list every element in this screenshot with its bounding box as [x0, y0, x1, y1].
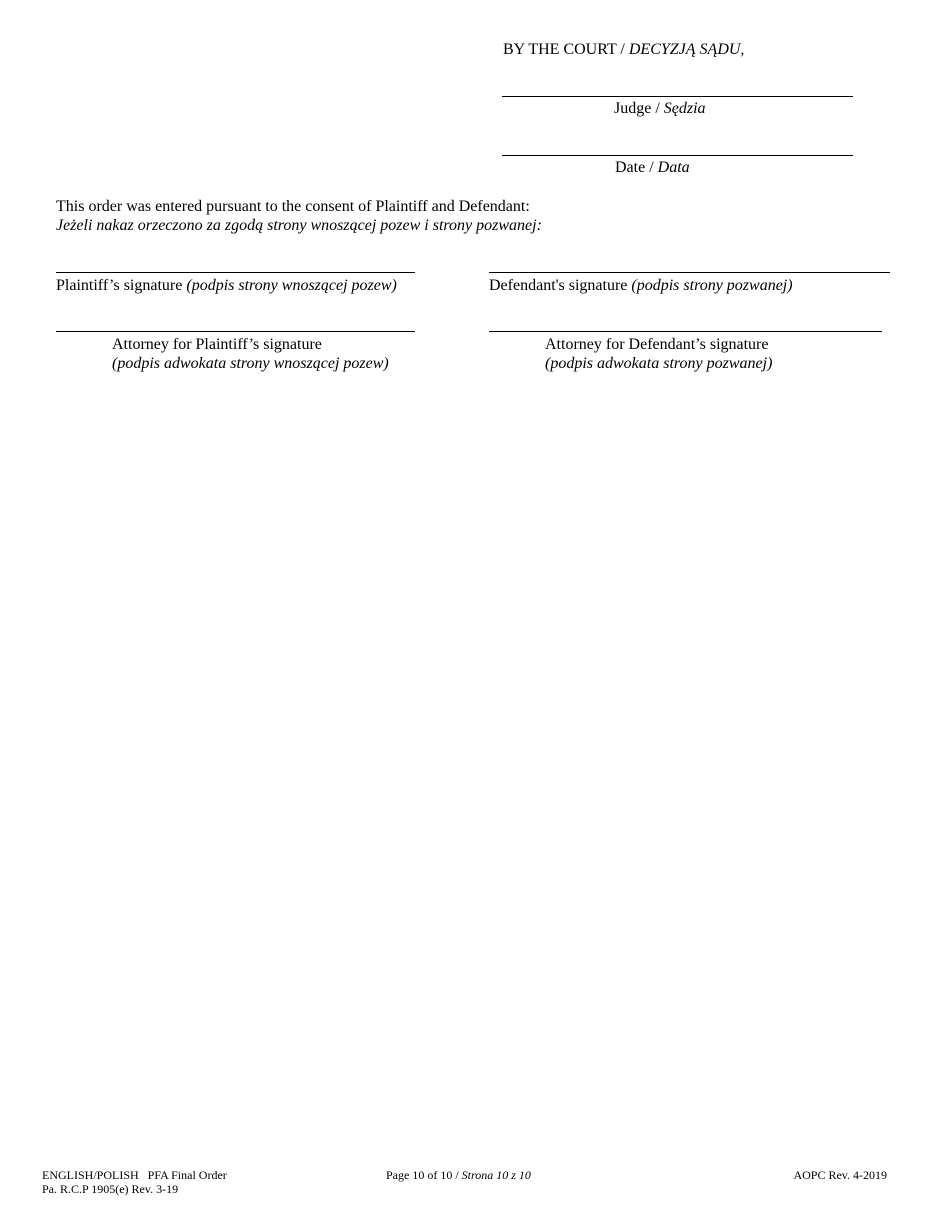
defendant-signature-label — [489, 276, 793, 295]
attorney-plaintiff-signature-line[interactable] — [56, 331, 415, 332]
by-the-court-pl: DECYZJĄ SĄDU, — [628, 41, 745, 58]
footer-form-name: ENGLISH/POLISH PFA Final Order — [42, 1168, 227, 1182]
attorney-defendant-signature-line[interactable] — [489, 331, 882, 332]
footer-rule: Pa. R.C.P 1905(e) Rev. 3-19 — [42, 1182, 179, 1196]
footer-page-pl: Strona 10 z 10 — [461, 1168, 531, 1182]
attorney-defendant-label-pl: (podpis adwokata strony pozwanej) — [545, 355, 773, 372]
judge-label — [614, 99, 706, 118]
plaintiff-signature-label — [56, 276, 397, 295]
attorney-plaintiff-label-pl: (podpis adwokata strony wnoszącej pozew) — [112, 355, 389, 372]
by-the-court-heading — [503, 40, 744, 59]
date-signature-line[interactable] — [502, 155, 853, 156]
date-label-pl: Data — [657, 159, 690, 176]
plaintiff-signature-line[interactable] — [56, 272, 415, 273]
date-label — [615, 158, 690, 177]
by-the-court-en: BY THE COURT / — [503, 41, 629, 58]
date-label-en: Date / — [615, 159, 658, 176]
consent-statement-pl: Jeżeli nakaz orzeczono za zgodą strony wnoszącej pozew i strony pozwanej: — [56, 217, 542, 234]
consent-statement-en: This order was entered pursuant to the consent of Plaintiff and Defendant: — [56, 198, 530, 215]
judge-signature-line[interactable] — [502, 96, 853, 97]
defendant-signature-pl: (podpis strony pozwanej) — [631, 277, 793, 294]
defendant-signature-line[interactable] — [489, 272, 890, 273]
defendant-signature-en: Defendant's signature — [489, 277, 632, 294]
attorney-plaintiff-label-en: Attorney for Plaintiff’s signature — [112, 336, 322, 353]
footer-revision: AOPC Rev. 4-2019 — [793, 1168, 887, 1182]
plaintiff-signature-en: Plaintiff’s signature — [56, 277, 187, 294]
plaintiff-signature-pl: (podpis strony wnoszącej pozew) — [186, 277, 397, 294]
attorney-defendant-label-en: Attorney for Defendant’s signature — [545, 336, 769, 353]
judge-label-pl: Sędzia — [663, 100, 706, 117]
judge-label-en: Judge / — [614, 100, 664, 117]
footer-page-en: Page 10 of 10 / — [386, 1168, 462, 1182]
footer-page-number — [386, 1168, 531, 1182]
